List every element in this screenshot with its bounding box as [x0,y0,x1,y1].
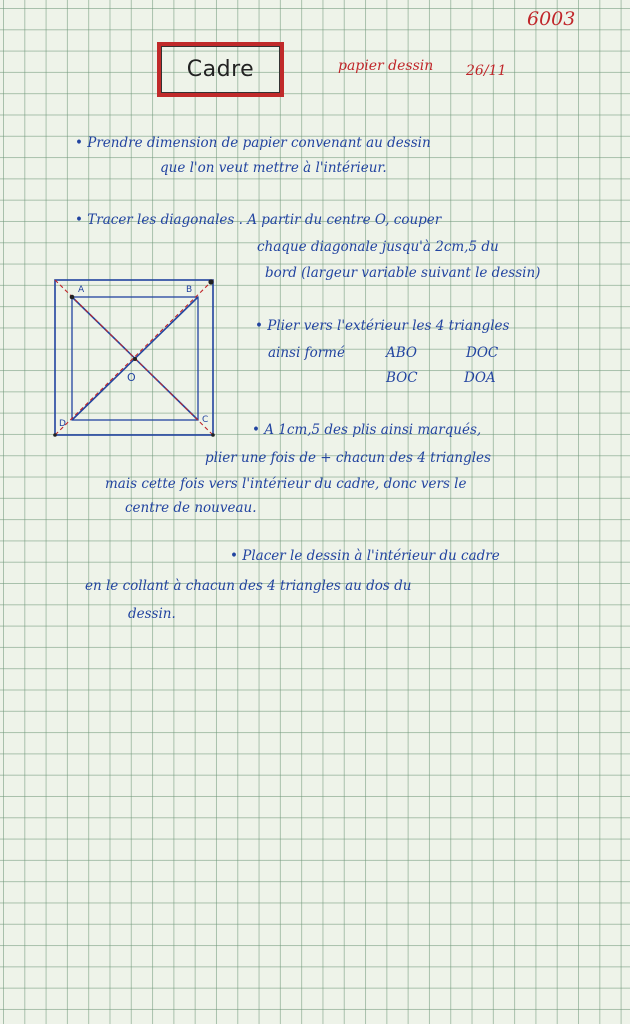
triangle-label: BOC [386,370,418,386]
instruction-line: que l'on veut mettre à l'intérieur. [160,160,387,176]
corner-point-b [208,279,213,284]
label-o: O [127,371,136,384]
label-a: A [78,285,85,295]
instruction-line: chaque diagonale jusqu'à 2cm,5 du [257,239,499,255]
triangle-label: ABO [386,345,417,361]
triangle-label: DOC [466,345,499,361]
reference-number: 6003 [527,8,576,30]
label-b: B [186,285,193,295]
instruction-line: bord (largeur variable suivant le dessin) [265,265,541,281]
instruction-line: ainsi formé [268,345,345,361]
instruction-line: • Tracer les diagonales . A partir du centre O, couper [75,212,442,228]
label-d: D [59,419,66,429]
instruction-line: mais cette fois vers l'intérieur du cadre, donc vers le [105,476,467,492]
corner-point-a [70,295,75,300]
instruction-line: en le collant à chacun des 4 triangles au dos du [85,578,412,594]
triangle-label: DOA [464,370,496,386]
center-point-o [133,357,137,361]
instruction-line: • Plier vers l'extérieur les 4 triangles [255,318,510,334]
title-frame [157,42,284,97]
instruction-line: • Prendre dimension de papier convenant au dessin [75,135,431,151]
subtitle: papier dessin [338,58,434,74]
page-title: Cadre [161,46,280,93]
instruction-line: dessin. [128,606,176,622]
corner-point-c [211,433,215,437]
corner-point-d [53,433,57,437]
instruction-line: • A 1cm,5 des plis ainsi marqués, [252,422,482,438]
frame-diagram [45,270,225,445]
label-c: C [202,415,209,425]
instruction-line: centre de nouveau. [125,500,257,516]
instruction-line: • Placer le dessin à l'intérieur du cadre [230,548,500,564]
instruction-line: plier une fois de + chacun des 4 triangles [205,450,491,466]
date: 26/11 [466,63,507,79]
